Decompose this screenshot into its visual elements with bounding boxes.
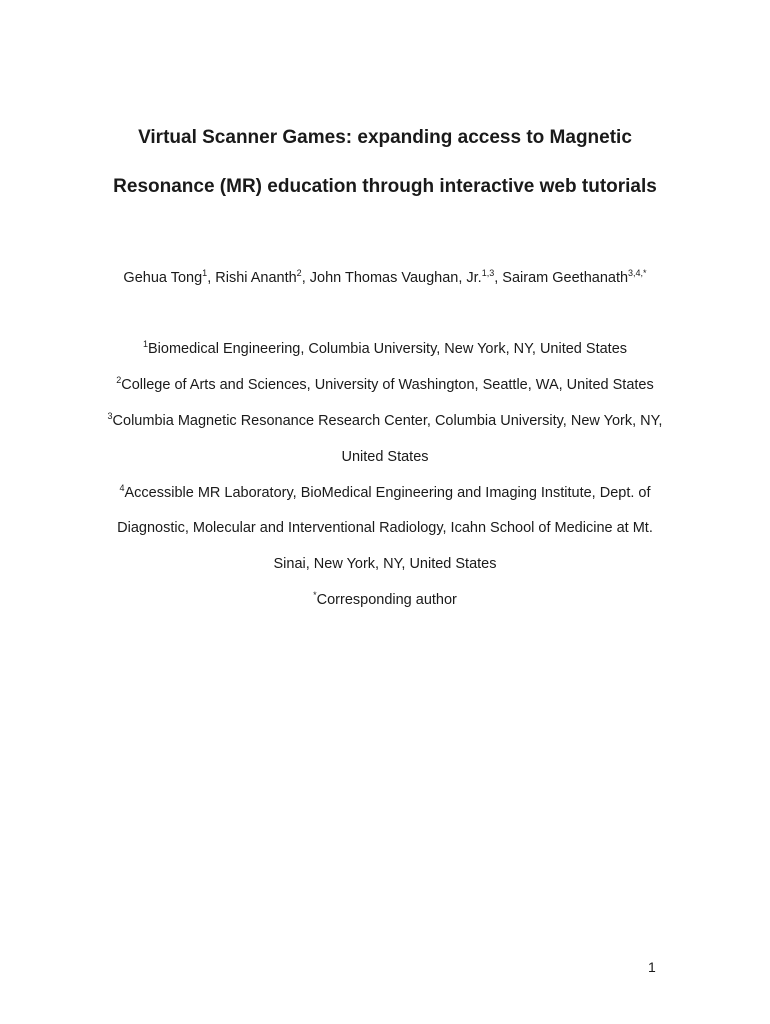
author-affiliation-marker: 2 [296,268,302,278]
affiliation-text: Columbia Magnetic Resonance Research Center, Columbia University, New York, NY, [112,413,663,429]
affiliation-number: 3 [107,411,113,421]
author-affiliation-marker: 1,3 [481,268,495,278]
corresponding-mark: * [313,590,317,600]
affiliation-2 [0,375,770,395]
author-name: Rishi Ananth [215,270,297,286]
author-separator: , [207,270,216,286]
page-number: 1 [648,959,656,975]
affiliation-1 [0,339,770,359]
affiliation-number: 1 [142,339,148,349]
corresponding-author-note [0,590,770,610]
author-name: Gehua Tong [123,270,203,286]
affiliation-text: Biomedical Engineering, Columbia University, New York, NY, United States [148,341,628,357]
affiliation-4 [0,483,770,503]
paper-title-line-2: Resonance (MR) education through interactive web tutorials [113,176,657,197]
affiliation-text: College of Arts and Sciences, University of Washington, Seattle, WA, United States [121,377,654,393]
affiliation-4-continued: Sinai, New York, NY, United States [273,556,497,572]
affiliation-text: Accessible MR Laboratory, BioMedical Engineering and Imaging Institute, Dept. of [124,485,651,501]
paper-title-line-1: Virtual Scanner Games: expanding access to Magnetic [138,127,632,148]
corresponding-text: Corresponding author [316,592,457,608]
author-affiliation-marker: 3,4,* [628,268,647,278]
affiliation-3 [0,411,770,431]
author-list [0,268,770,288]
author-name: John Thomas Vaughan, Jr. [309,270,482,286]
author-affiliation-marker: 1 [202,268,208,278]
affiliation-number: 4 [119,483,125,493]
affiliation-3-continued: United States [341,449,429,465]
author-separator: , [494,270,503,286]
author-name: Sairam Geethanath [502,270,629,286]
affiliation-4-continued: Diagnostic, Molecular and Interventional Radiology, Icahn School of Medicine at Mt. [117,520,653,536]
affiliation-number: 2 [116,375,122,385]
author-separator: , [301,270,310,286]
